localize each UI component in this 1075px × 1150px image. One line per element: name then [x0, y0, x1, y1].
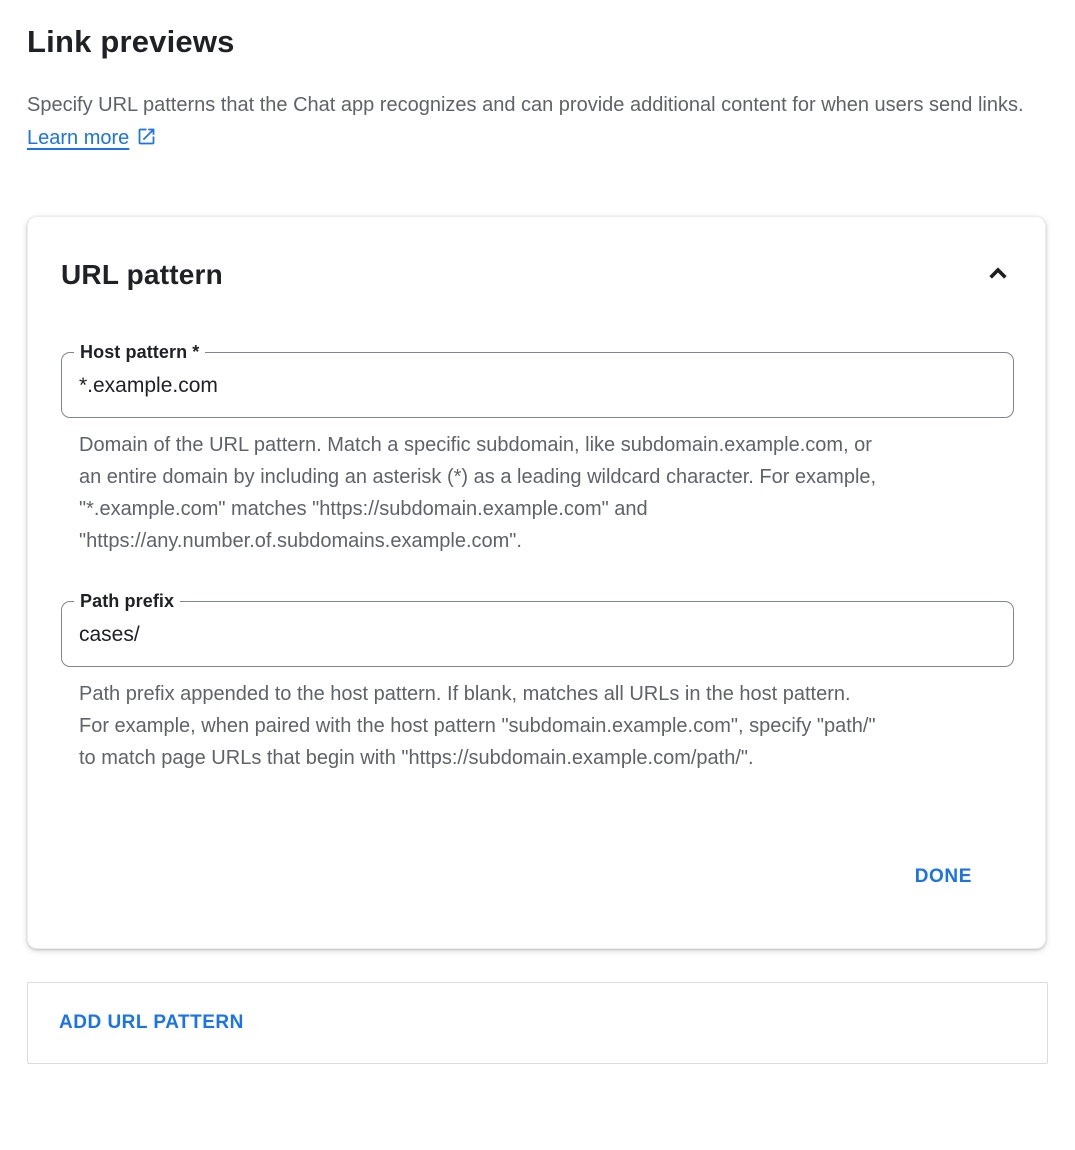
- add-url-pattern-card[interactable]: [27, 982, 1048, 1064]
- path-prefix-field-outline: [61, 591, 1014, 667]
- card-actions-row: [61, 860, 1012, 894]
- add-url-pattern-button[interactable]: ADD URL PATTERN: [59, 1012, 244, 1033]
- path-prefix-helper-text: Path prefix appended to the host pattern. If blank, matches all URLs in the host pattern. For example, when paired with the host pattern "subdomain.example.com", specify "path/" to match page URLs that begin with "https://subdomain.example.com/path/".: [79, 683, 876, 769]
- host-pattern-helper-text: Domain of the URL pattern. Match a specific subdomain, like subdomain.example.com, or an entire domain by including an asterisk (*) as a leading wildcard character. For example, "*.example.com" matches "https://subdomain.example.com" and "https://any.number.of.subdomains.example.com".: [79, 434, 877, 552]
- url-pattern-card-header: [61, 255, 1012, 294]
- done-button[interactable]: DONE: [907, 860, 980, 894]
- path-prefix-field-group: [61, 591, 1012, 774]
- host-pattern-field-group: [61, 342, 1012, 557]
- card-title: URL pattern: [61, 258, 223, 290]
- url-pattern-card: [27, 216, 1046, 949]
- open-in-new-icon[interactable]: [136, 125, 157, 158]
- chevron-up-icon: [982, 257, 1014, 292]
- path-prefix-label: Path prefix: [74, 589, 180, 613]
- host-pattern-label: Host pattern *: [74, 340, 205, 364]
- learn-more-link[interactable]: Learn more: [27, 127, 130, 149]
- path-prefix-input[interactable]: [62, 602, 1013, 666]
- host-pattern-field-outline: [61, 342, 1014, 418]
- page-title: Link previews: [27, 24, 235, 59]
- collapse-section-button[interactable]: [980, 255, 1016, 294]
- page-description-text: Specify URL patterns that the Chat app recognizes and can provide additional content for when users send links.: [27, 94, 1024, 116]
- page-description: [27, 89, 1037, 158]
